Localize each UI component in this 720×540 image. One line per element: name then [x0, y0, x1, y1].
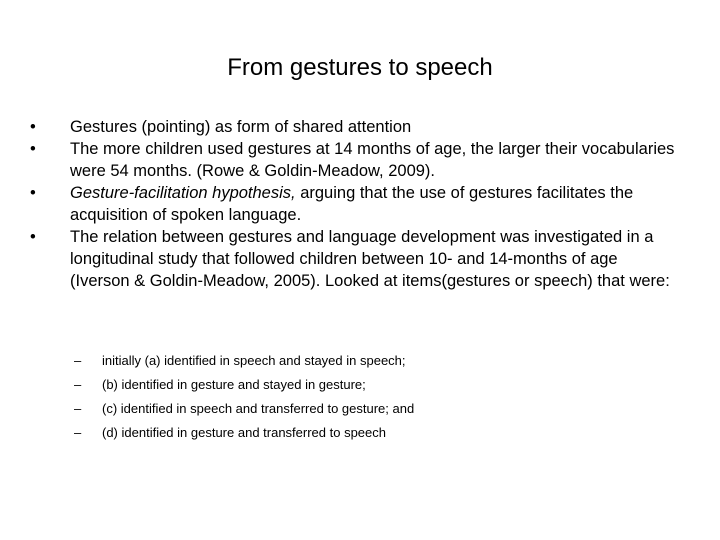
bullet-marker: •: [30, 140, 36, 158]
sub-list: [74, 349, 634, 445]
dash-marker: –: [74, 353, 82, 368]
sub-item-text: (d) identified in gesture and transferred to speech: [102, 425, 387, 440]
bullet-text: The relation between gestures and language development was investigated in a longitudinal study that followed children between 10- and 14-months of age (Iverson & Goldin-Meadow, 2005). Looked at items(gestures or speech) that were:: [70, 228, 670, 290]
dash-marker: –: [74, 377, 82, 392]
sub-item-text: (b) identified in gesture and stayed in gesture;: [102, 377, 366, 392]
bullet-marker: •: [30, 118, 36, 136]
sub-item-text: initially (a) identified in speech and stayed in speech;: [102, 353, 406, 368]
sub-item-text: (c) identified in speech and transferred to gesture; and: [102, 401, 415, 416]
bullet-text: Gestures (pointing) as form of shared attention: [70, 118, 412, 136]
bullet-marker: •: [30, 228, 36, 246]
dash-marker: –: [74, 425, 82, 440]
bullet-item-3: [30, 182, 680, 226]
sub-item-4: [74, 421, 634, 445]
bullet-text: The more children used gestures at 14 months of age, the larger their vocabularies were 54 months. (Rowe & Goldin-Meadow, 2009).: [70, 140, 675, 180]
bullet-text-rest: arguing that the use of gestures facilitates the acquisition of spoken language.: [70, 184, 634, 224]
slide-title: From gestures to speech: [227, 54, 493, 81]
bullet-item-2: [30, 138, 680, 182]
bullet-item-4: [30, 226, 680, 292]
sub-item-2: [74, 373, 634, 397]
bullet-list: [30, 116, 680, 292]
bullet-marker: •: [30, 184, 36, 202]
sub-item-1: [74, 349, 634, 373]
sub-item-3: [74, 397, 634, 421]
bullet-item-1: [30, 116, 680, 138]
bullet-text: [70, 182, 680, 226]
dash-marker: –: [74, 401, 82, 416]
bullet-emphasis: Gesture-facilitation hypothesis,: [70, 184, 296, 202]
